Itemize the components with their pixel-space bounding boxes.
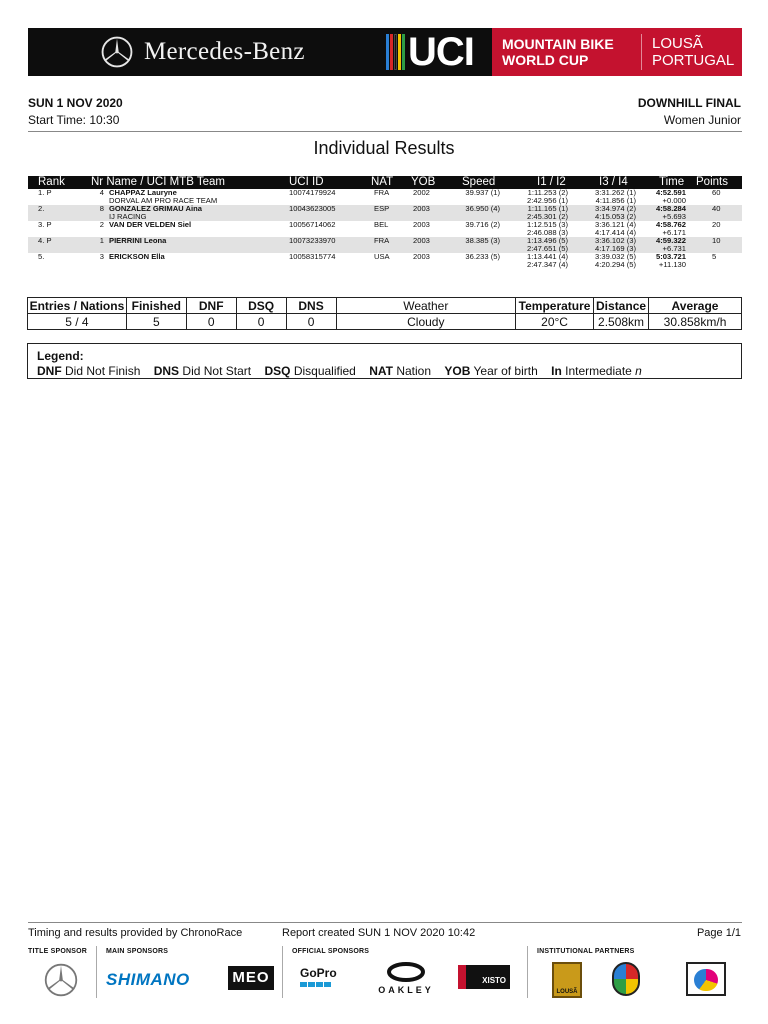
- legend-item: [264, 364, 355, 378]
- title-sponsor-label: TITLE SPONSOR: [28, 948, 87, 955]
- intermediate-3-4-cell-i4: 4:17.169 (3): [595, 244, 636, 253]
- col-name-team: Nr Name / UCI MTB Team: [91, 176, 225, 188]
- results-body: [28, 189, 742, 269]
- intermediate-1-2-cell-i1: 1:13.496 (5): [527, 236, 568, 245]
- timing-credit: Timing and results provided by ChronoRace: [28, 927, 243, 939]
- summary-dnf-value: 0: [186, 314, 236, 330]
- points-cell: [712, 189, 720, 197]
- legend-abbr: DNF: [37, 364, 62, 378]
- bib-number-cell: [92, 237, 104, 245]
- official-sponsors-label: OFFICIAL SPONSORS: [292, 948, 370, 955]
- time-cell-gap: +11.130: [658, 260, 686, 269]
- time-cell-time: 4:59.322: [656, 236, 686, 245]
- uci-id-cell: [289, 189, 335, 197]
- rank-cell-rank: 3. P: [38, 220, 52, 229]
- uci-id-cell-uci_id: 10043623005: [289, 204, 336, 213]
- uci-id-cell: [289, 253, 335, 261]
- event-name-line1: MOUNTAIN BIKE: [502, 36, 614, 52]
- meo-logo: MEO: [228, 966, 274, 990]
- table-row: [28, 205, 742, 221]
- table-row: [28, 189, 742, 205]
- col-time: Time: [659, 176, 685, 188]
- nation-cell: [374, 237, 389, 245]
- event-title-block: [492, 28, 742, 76]
- time-cell-time: 4:58.762: [656, 220, 686, 229]
- yob-cell: [413, 205, 430, 213]
- bib-number-cell: [92, 205, 104, 213]
- legend-item: [369, 364, 431, 378]
- event-name: [492, 34, 642, 70]
- legend-item: [37, 364, 140, 378]
- nation-cell: [374, 205, 389, 213]
- intermediate-1-2-cell: [508, 205, 568, 221]
- speed-cell-speed: 36.233 (5): [465, 252, 500, 261]
- bib-number-cell: [92, 253, 104, 261]
- legend-text: Nation: [396, 364, 432, 378]
- points-cell: [712, 237, 720, 245]
- nation-cell: [374, 253, 390, 261]
- intermediate-3-4-cell-i4: 4:11.856 (1): [595, 196, 636, 205]
- rider-cell-team: IJ RACING: [109, 212, 147, 221]
- legend-abbr: DSQ: [264, 364, 291, 378]
- legend-text: Intermediate: [565, 364, 632, 378]
- ipdj-logo: [686, 962, 726, 996]
- rider-cell-name: PIERRINI Leona: [109, 236, 167, 245]
- mercedes-wordmark: Mercedes-Benz: [144, 38, 305, 65]
- points-cell-points: 60: [712, 188, 721, 197]
- rider-cell-team: DORVAL AM PRO RACE TEAM: [109, 196, 218, 205]
- legend-suffix: n: [635, 364, 642, 378]
- rank-cell-rank: 2.: [38, 204, 45, 213]
- intermediate-3-4-cell: [576, 253, 636, 269]
- intermediate-3-4-cell-i3: 3:31.262 (1): [595, 188, 636, 197]
- intermediate-1-2-cell-i2: 2:45.301 (2): [527, 212, 568, 221]
- event-location: [642, 34, 734, 70]
- oakley-logo: [370, 962, 442, 996]
- uci-id-cell-uci_id: 10073233970: [289, 236, 336, 245]
- ipdj-mark-icon: [694, 969, 718, 991]
- sponsor-separator: [282, 946, 283, 998]
- speed-cell-speed: 39.937 (1): [465, 188, 500, 197]
- col-i1-i2: I1 / I2: [537, 176, 566, 188]
- time-cell: [640, 221, 686, 237]
- summary-entries-header: Entries / Nations: [28, 298, 127, 314]
- legend-abbr: NAT: [369, 364, 393, 378]
- summary-average-value: 30.858km/h: [649, 314, 742, 330]
- col-i3-i4: I3 / I4: [599, 176, 628, 188]
- speed-cell: [440, 221, 500, 229]
- uci-id-cell: [289, 221, 335, 229]
- yob-cell: [413, 237, 430, 245]
- time-cell-gap: +6.731: [662, 244, 686, 253]
- bib-number-cell: [92, 221, 104, 229]
- table-row: [28, 221, 742, 237]
- col-points: Points: [696, 176, 728, 188]
- rank-cell-rank: 5.: [38, 252, 45, 261]
- yob-cell-yob: 2003: [413, 204, 430, 213]
- bib-number-cell-nr: 3: [99, 252, 104, 261]
- yob-cell-yob: 2003: [413, 252, 430, 261]
- legend-items: [37, 364, 741, 379]
- summary-dns-header: DNS: [286, 298, 336, 314]
- yob-cell: [413, 221, 430, 229]
- nation-cell-nat: FRA: [374, 236, 390, 245]
- lousa-municipality-logo: LOUSÃ: [552, 962, 582, 998]
- intermediate-3-4-cell-i3: 3:36.102 (3): [595, 236, 636, 245]
- nation-cell-nat: FRA: [374, 188, 390, 197]
- time-cell: [640, 237, 686, 253]
- rank-cell: [38, 189, 52, 197]
- rider-cell: [109, 205, 202, 221]
- header-divider: [28, 131, 742, 132]
- time-cell-time: 4:52.591: [656, 188, 686, 197]
- intermediate-1-2-cell-i2: 2:47.651 (5): [527, 244, 568, 253]
- points-cell: [712, 221, 720, 229]
- points-cell-points: 10: [712, 236, 721, 245]
- rider-cell-name: CHAPPAZ Lauryne: [109, 188, 177, 197]
- intermediate-3-4-cell-i4: 4:15.053 (2): [595, 212, 636, 221]
- uci-id-cell: [289, 205, 335, 213]
- intermediate-3-4-cell: [576, 189, 636, 205]
- rank-cell: [38, 221, 52, 229]
- table-row: [28, 237, 742, 253]
- intermediate-3-4-cell-i4: 4:20.294 (5): [595, 260, 636, 269]
- summary-distance-header: Distance: [594, 298, 649, 314]
- intermediate-1-2-cell: [508, 237, 568, 253]
- speed-cell-speed: 38.385 (3): [465, 236, 500, 245]
- speed-cell: [440, 189, 500, 197]
- intermediate-1-2-cell-i1: 1:12.515 (3): [527, 220, 568, 229]
- rider-cell: [109, 189, 217, 205]
- rider-cell: [109, 237, 166, 245]
- summary-dsq-header: DSQ: [236, 298, 286, 314]
- gopro-squares: [300, 982, 337, 987]
- time-cell-gap: +5.693: [662, 212, 686, 221]
- intermediate-1-2-cell-i1: 1:11.165 (1): [527, 204, 568, 213]
- intermediate-3-4-cell-i3: 3:36.121 (4): [595, 220, 636, 229]
- race-category: Women Junior: [663, 113, 741, 127]
- summary-finished-value: 5: [126, 314, 186, 330]
- rank-cell-rank: 1. P: [38, 188, 52, 197]
- table-row: [28, 253, 742, 269]
- intermediate-3-4-cell-i4: 4:17.414 (4): [595, 228, 636, 237]
- speed-cell: [440, 205, 500, 213]
- time-cell: [640, 253, 686, 269]
- points-cell: [712, 205, 720, 213]
- oakley-ellipse-icon: [386, 962, 426, 982]
- race-date: SUN 1 NOV 2020: [28, 96, 123, 110]
- legend-abbr: YOB: [444, 364, 471, 378]
- summary-dsq-value: 0: [236, 314, 286, 330]
- time-cell: [640, 205, 686, 221]
- turismo-centro-portugal-logo: [612, 962, 640, 996]
- location-line1: LOUSÃ: [652, 35, 703, 52]
- page-title: Individual Results: [313, 138, 455, 158]
- time-cell-time: 5:03.721: [656, 252, 686, 261]
- intermediate-1-2-cell-i1: 1:11.253 (2): [527, 188, 568, 197]
- time-cell-time: 4:58.284: [656, 204, 686, 213]
- nation-cell-nat: ESP: [374, 204, 390, 213]
- summary-temperature-header: Temperature: [516, 298, 594, 314]
- summary-dnf-header: DNF: [186, 298, 236, 314]
- intermediate-3-4-cell-i3: 3:39.032 (5): [595, 252, 636, 261]
- race-summary-table: [27, 297, 742, 330]
- intermediate-3-4-cell-i3: 3:34.974 (2): [595, 204, 636, 213]
- race-type: DOWNHILL FINAL: [637, 96, 741, 110]
- nation-cell: [374, 189, 389, 197]
- results-table: [28, 176, 742, 269]
- legend-text: Disqualified: [293, 364, 356, 378]
- summary-weather-value: Cloudy: [336, 314, 516, 330]
- intermediate-1-2-cell-i2: 2:47.347 (4): [527, 260, 568, 269]
- rider-cell-name: VAN DER VELDEN Siel: [109, 220, 192, 229]
- uci-id-cell-uci_id: 10058315774: [289, 252, 336, 261]
- yob-cell-yob: 2003: [413, 236, 430, 245]
- mercedes-star-icon: [40, 962, 82, 998]
- rider-cell: [109, 221, 191, 229]
- summary-entries-value: 5 / 4: [28, 314, 127, 330]
- oakley-wordmark: OAKLEY: [378, 985, 434, 995]
- rank-cell-rank: 4. P: [38, 236, 52, 245]
- sponsor-separator: [527, 946, 528, 998]
- rank-cell: [38, 253, 44, 261]
- legend-box: [27, 343, 742, 379]
- uci-id-cell-uci_id: 10056714062: [289, 220, 336, 229]
- yob-cell: [413, 253, 430, 261]
- nation-cell: [374, 221, 388, 229]
- intermediate-1-2-cell-i2: 2:46.088 (3): [527, 228, 568, 237]
- legend-title: Legend:: [37, 349, 84, 363]
- summary-header-row: [28, 298, 742, 314]
- summary-finished-header: Finished: [126, 298, 186, 314]
- legend-text: Did Not Finish: [65, 364, 141, 378]
- institutional-partners-label: INSTITUTIONAL PARTNERS: [537, 948, 635, 955]
- event-name-line2: WORLD CUP: [502, 52, 589, 68]
- col-rank: Rank: [38, 176, 65, 188]
- summary-dns-value: 0: [286, 314, 336, 330]
- report-created: Report created SUN 1 NOV 2020 10:42: [282, 927, 476, 939]
- nation-cell-nat: BEL: [374, 220, 389, 229]
- page-number: Page 1/1: [696, 927, 741, 939]
- uci-logo: [384, 28, 492, 76]
- legend-item: [154, 364, 251, 378]
- intermediate-1-2-cell: [508, 189, 568, 205]
- uci-rainbow-stripes: [386, 34, 406, 70]
- rank-cell: [38, 237, 52, 245]
- main-sponsors-label: MAIN SPONSORS: [106, 948, 169, 955]
- rider-cell: [109, 253, 165, 261]
- bib-number-cell-nr: 1: [99, 236, 104, 245]
- header-banner: [28, 28, 742, 76]
- intermediate-3-4-cell: [576, 205, 636, 221]
- time-cell-gap: +6.171: [662, 228, 686, 237]
- yob-cell: [413, 189, 430, 197]
- points-cell-points: 5: [712, 252, 717, 261]
- speed-cell: [440, 237, 500, 245]
- gopro-logo: [300, 966, 337, 987]
- rider-cell-name: ERICKSON Ella: [109, 252, 165, 261]
- uci-id-cell: [289, 237, 335, 245]
- yob-cell-yob: 2002: [413, 188, 430, 197]
- bib-number-cell-nr: 4: [99, 188, 104, 197]
- col-uci-id: UCI ID: [289, 176, 324, 188]
- bib-number-cell: [92, 189, 104, 197]
- shimano-logo: SHIMANO: [106, 970, 190, 989]
- summary-distance-value: 2.508km: [594, 314, 649, 330]
- points-cell-points: 20: [712, 220, 721, 229]
- mercedes-star-icon: [100, 35, 134, 69]
- intermediate-3-4-cell: [576, 221, 636, 237]
- legend-text: Year of birth: [473, 364, 538, 378]
- rider-cell-name: GONZALEZ GRIMAU Aina: [109, 204, 202, 213]
- sponsor-separator: [96, 946, 97, 998]
- start-time: Start Time: 10:30: [28, 113, 120, 127]
- uci-wordmark: UCI: [408, 30, 474, 74]
- intermediate-1-2-cell-i1: 1:13.441 (4): [527, 252, 568, 261]
- intermediate-1-2-cell: [508, 221, 568, 237]
- summary-value-row: [28, 314, 742, 330]
- uci-id-cell-uci_id: 10074179924: [289, 188, 336, 197]
- intermediate-1-2-cell-i2: 2:42.956 (1): [527, 196, 568, 205]
- yob-cell-yob: 2003: [413, 220, 430, 229]
- location-line2: PORTUGAL: [652, 52, 735, 69]
- summary-temperature-value: 20°C: [516, 314, 594, 330]
- legend-text: Did Not Start: [182, 364, 252, 378]
- speed-cell: [440, 253, 500, 261]
- points-cell: [712, 253, 716, 261]
- legend-item: [551, 364, 642, 378]
- title-sponsor-logo: [28, 28, 384, 76]
- legend-abbr: In: [551, 364, 562, 378]
- speed-cell-speed: 36.950 (4): [465, 204, 500, 213]
- time-cell: [640, 189, 686, 205]
- legend-item: [444, 364, 537, 378]
- time-cell-gap: +0.000: [662, 196, 686, 205]
- xisto-logo: XISTO: [458, 965, 510, 989]
- points-cell-points: 40: [712, 204, 721, 213]
- summary-weather-header: Weather: [336, 298, 516, 314]
- speed-cell-speed: 39.716 (2): [465, 220, 500, 229]
- footer-divider: [28, 922, 742, 923]
- col-nat: NAT: [371, 176, 394, 188]
- col-yob: YOB: [411, 176, 436, 188]
- bib-number-cell-nr: 2: [99, 220, 104, 229]
- intermediate-1-2-cell: [508, 253, 568, 269]
- nation-cell-nat: USA: [374, 252, 390, 261]
- summary-average-header: Average: [649, 298, 742, 314]
- legend-abbr: DNS: [153, 364, 180, 378]
- gopro-wordmark: GoPro: [300, 966, 337, 980]
- col-speed: Speed: [462, 176, 496, 188]
- bib-number-cell-nr: 8: [99, 204, 104, 213]
- intermediate-3-4-cell: [576, 237, 636, 253]
- rank-cell: [38, 205, 44, 213]
